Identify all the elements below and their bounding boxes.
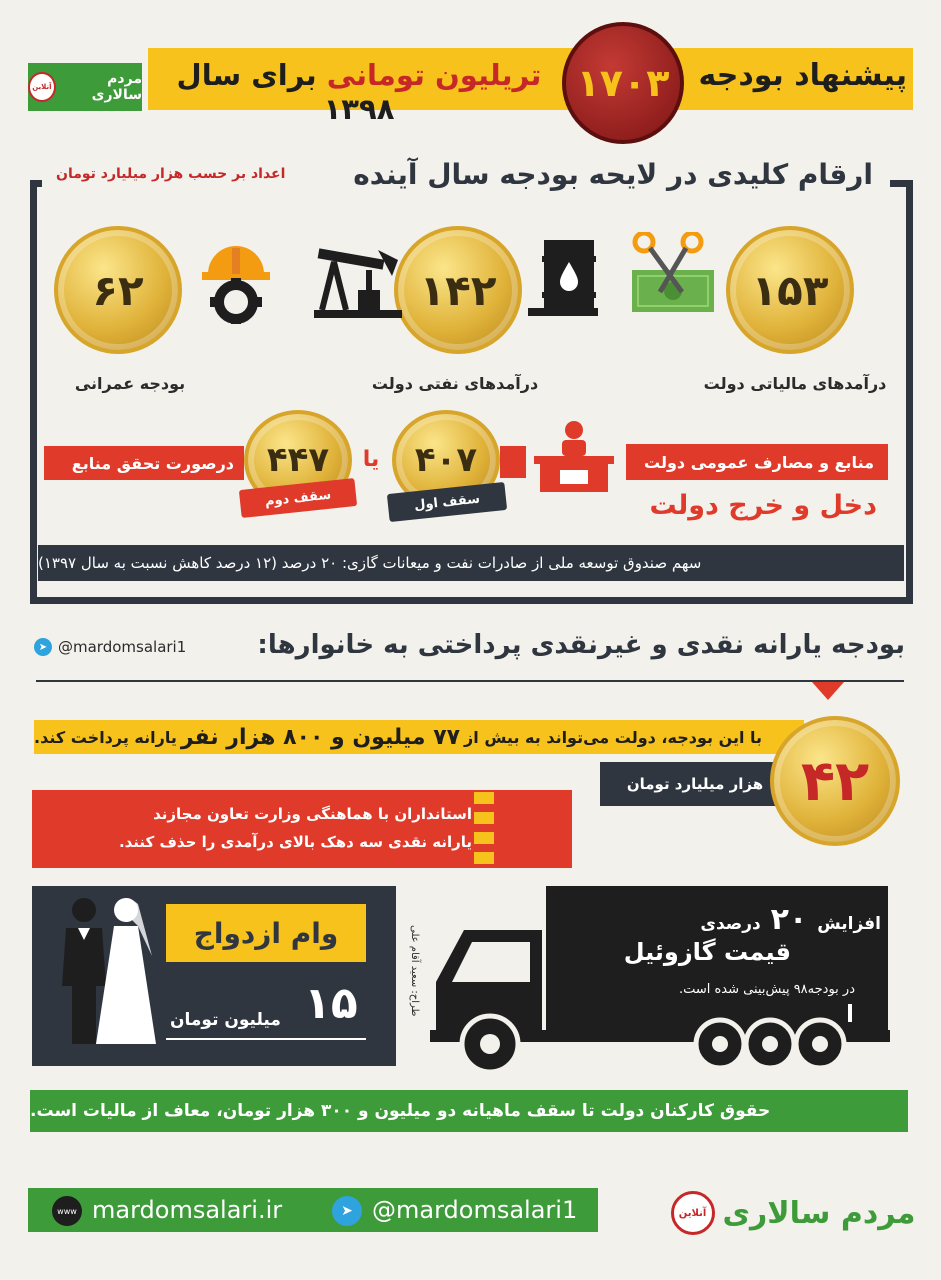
resources-label [626,444,888,480]
or-text: یا [362,446,380,472]
if-realized-text: درصورت تحقق منابع [71,453,234,473]
telegram-icon: ➤ [332,1196,362,1226]
resources-label-text: منابع و مصارف عمومی دولت [644,452,874,472]
diesel-forecast: در بودجه۹۸ پیش‌بینی شده است. [678,982,855,997]
subsidy-value: ۴۲ [800,748,870,814]
civil-value: ۶۲ [92,265,144,315]
header-amount: ۱۷۰۳ [576,61,670,105]
footer-logo [668,1178,918,1248]
header-title-end [160,58,558,126]
first-cap-value: ۴۰۷ [414,440,478,480]
marriage-loan-underline [166,1038,366,1040]
telegram-handle-text: @mardomsalari1 [58,638,187,656]
diesel-increase-value: ۲۰ [770,902,808,937]
subsidy-coin [770,716,900,846]
header-logo [28,63,142,111]
section2-title: بودجه یارانه نقدی و غیرنقدی پرداختی به خانوارها: [257,630,905,660]
if-realized-label [44,446,244,480]
fund-info-text: سهم صندوق توسعه ملی از صادرات نفت و میعانات گازی: ۲۰ درصد (۱۲ درصد کاهش نسبت به سال ۱۳۹۷) [38,554,702,572]
section2-divider [36,680,904,682]
marriage-loan-value: ۱۵ [304,978,358,1029]
couple-icon [56,896,160,1046]
governors-line2: یارانه نقدی سه دهک بالای درآمدی را حذف کنند. [118,833,472,851]
money-scissors-icon [630,232,716,316]
telegram-icon: ➤ [34,638,52,656]
fund-info-bar [38,545,904,581]
civil-label: بودجه عمرانی [74,374,186,393]
header-logo-text: مردم سالاری [91,71,142,103]
header-title-year: برای سال ۱۳۹۸ [176,58,395,126]
header-seal-text: آنلاین [32,83,52,91]
footer-logo-text: مردم سالاری [722,1195,916,1231]
hardhat-gear-icon [196,240,276,324]
governors-dashes [474,792,494,868]
header-title-start: پیشنهاد بودجه [698,58,907,93]
subsidy-strip-post: یارانه پرداخت کند. [34,727,177,747]
frame-top-left [30,180,42,187]
marriage-loan-unit: میلیون تومان [170,1010,281,1030]
footer-seal-icon [671,1191,715,1235]
desk-icon [534,420,614,492]
section1-note: اعداد بر حسب هزار میلیارد تومان [50,166,291,182]
footer-telegram-link[interactable]: @mardomsalari1 [372,1196,578,1224]
footer-website-link[interactable]: mardomsalari.ir [92,1196,283,1224]
diesel-increase [700,902,881,937]
footer-seal-text: آنلاین [678,1207,707,1219]
section2-pointer [812,682,844,700]
header-seal-icon [28,72,56,102]
tax-coin [726,226,854,354]
first-cap-ribbon-text: سقف اول [413,491,481,513]
subsidy-strip-bold: ۷۷ میلیون و ۸۰۰ هزار نفر [180,724,461,750]
telegram-handle-top[interactable] [34,638,186,656]
oil-label: درآمدهای نفتی دولت [371,374,539,393]
diesel-increase-pre: افزایش [817,914,881,934]
oil-barrel-icon [528,238,598,318]
globe-icon [52,1196,82,1226]
income-expense-title: دخل و خرج دولت [649,490,877,521]
subsidy-unit-pill [600,762,790,806]
or-box [352,440,390,478]
governors-line1: استانداران با هماهنگی وزارت تعاون مجازند [153,805,472,823]
tax-value: ۱۵۳ [751,265,829,315]
oil-pump-icon [314,240,402,318]
subsidy-unit-text: هزار میلیارد تومان [626,775,764,793]
subsidy-strip [34,720,804,754]
subsidy-strip-pre: با این بودجه، دولت می‌تواند به بیش از [464,727,763,747]
civil-coin [54,226,182,354]
salary-tax-text: حقوق کارکنان دولت تا سقف ماهیانه دو میلیون و ۳۰۰ هزار تومان، معاف از مالیات است. [30,1101,771,1121]
oil-value: ۱۴۲ [419,265,497,315]
second-cap-value: ۴۴۷ [266,440,330,480]
diesel-price-title: قیمت گازوئیل [623,938,791,966]
frame-top-right [890,180,913,187]
header-amount-circle [562,22,684,144]
header-title-unit: تریلیون تومانی [326,58,542,92]
second-cap-ribbon-text: سقف دوم [264,487,332,509]
section1-title: ارقام کلیدی در لایحه بودجه سال آینده [347,158,879,191]
globe-icon-text: www [57,1206,77,1216]
designer-credit: طراح: سعید آقام علی [409,924,420,1016]
salary-tax-bar [30,1090,908,1132]
oil-coin [394,226,522,354]
diesel-increase-post: درصدی [700,914,761,934]
marriage-loan-title: وام ازدواج [166,904,366,962]
tax-label: درآمدهای مالیاتی دولت [703,374,887,393]
resources-connector [500,446,526,478]
